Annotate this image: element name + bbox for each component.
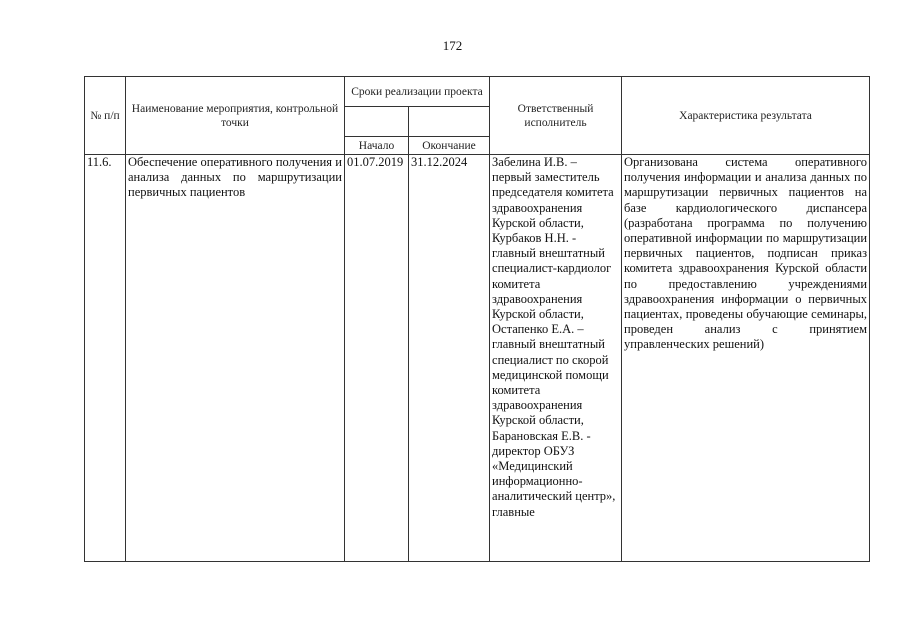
header-timeline: Сроки реализации проекта (345, 77, 490, 107)
header-number: № п/п (85, 77, 126, 155)
header-start-empty (345, 107, 409, 137)
header-start: Начало (345, 137, 409, 155)
table-header-row (85, 77, 870, 107)
header-end: Окончание (409, 137, 490, 155)
cell-start-date: 01.07.2019 (345, 155, 409, 562)
cell-activity-name: Обеспечение оперативного получения и анализа данных по маршрутизации первичных пациентов (126, 155, 345, 562)
activities-table (84, 76, 870, 562)
cell-end-date: 31.12.2024 (409, 155, 490, 562)
cell-responsible: Забелина И.В. – первый заместитель председателя комитета здравоохранения Курской области, Курбаков Н.Н. - главный внештатный специалист-кардиолог комитета здравоохранения Курской области, Остапенко Е.А. – главный внештатный специалист по скорой медицинской помощи комитета здравоохранения Курской области, Барановская Е.В. - директор ОБУЗ «Медицинский информационно-аналитический центр», главные (490, 155, 622, 562)
cell-result: Организована система оперативного получения информации и анализа данных по маршрутизации первичных пациентов на базе кардиологического диспансера (разработана программа по получению оперативной информации по маршрутизации первичных пациентов, подписан приказ комитета здравоохранения Курской области по предоставлению учреждениями здравоохранения информации о первичных пациентах, проведены обучающие семинары, проведен анализ с принятием управленческих решений) (622, 155, 870, 562)
header-activity-name: Наименование мероприятия, контрольной точки (126, 77, 345, 155)
header-responsible: Ответственный исполнитель (490, 77, 622, 155)
page-number: 172 (442, 38, 463, 53)
header-result: Характеристика результата (622, 77, 870, 155)
table-row (85, 155, 870, 562)
header-end-empty (409, 107, 490, 137)
cell-number: 11.6. (85, 155, 126, 562)
